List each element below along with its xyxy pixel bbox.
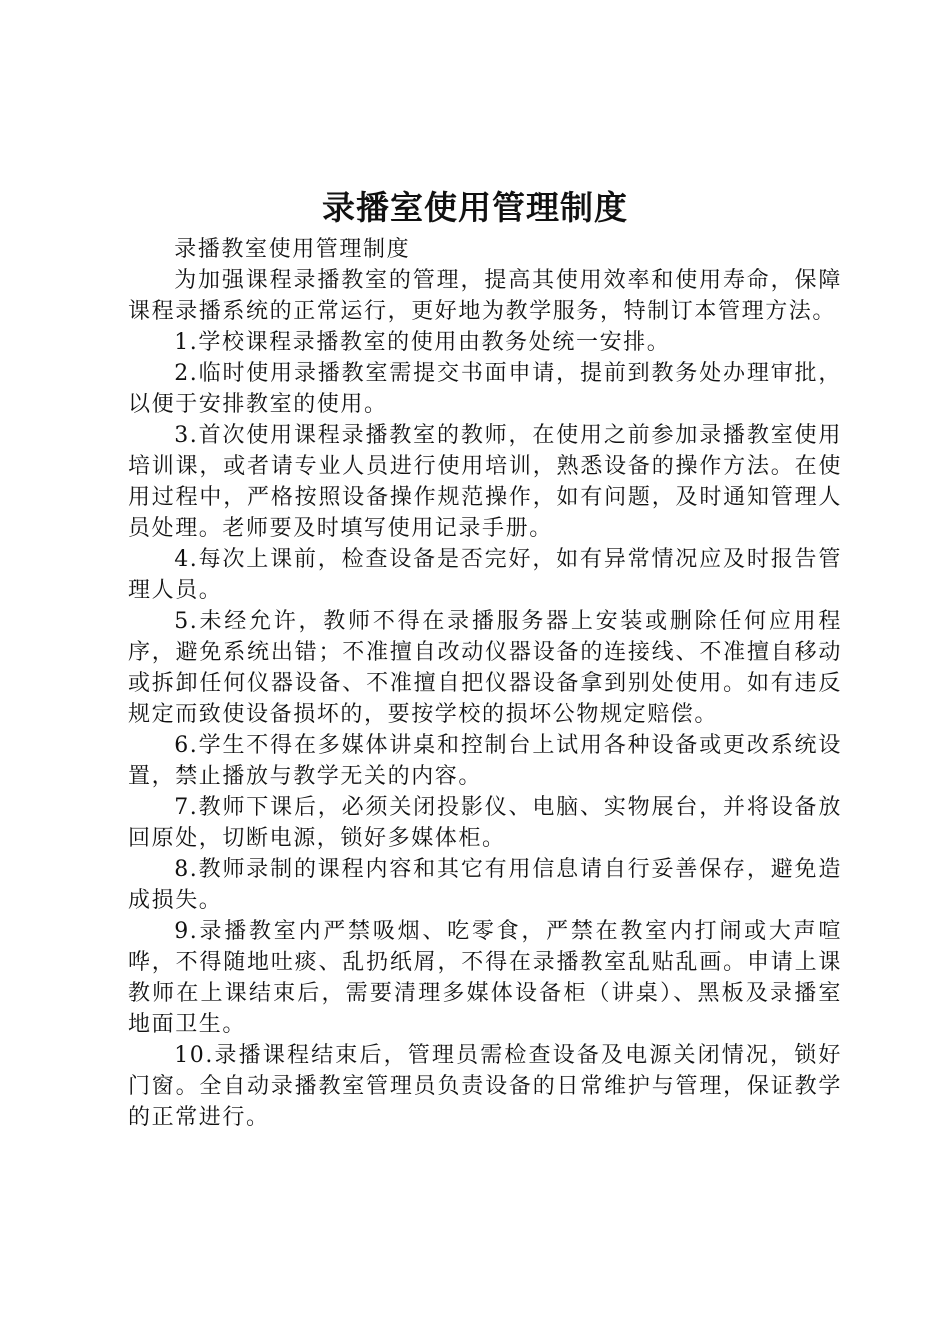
document-body xyxy=(128,234,842,1133)
paragraph-intro: 为加强课程录播教室的管理，提高其使用效率和使用寿命，保障课程录播系统的正常运行，更好地为教学服务，特制订本管理方法。 xyxy=(128,268,842,324)
paragraph-rule-6: 6.学生不得在多媒体讲桌和控制台上试用各种设备或更改系统设置，禁止播放与教学无关的内容。 xyxy=(128,733,842,789)
paragraph-rule-5: 5.未经允许，教师不得在录播服务器上安装或删除任何应用程序，避免系统出错；不准擅自改动仪器设备的连接线、不准擅自移动或拆卸任何仪器设备、不准擅自把仪器设备拿到别处使用。如有违反规定而致使设备损坏的，要按学校的损坏公物规定赔偿。 xyxy=(128,609,842,727)
paragraph-rule-4: 4.每次上课前，检查设备是否完好，如有异常情况应及时报告管理人员。 xyxy=(128,547,842,603)
paragraph-rule-3: 3.首次使用课程录播教室的教师，在使用之前参加录播教室使用培训课，或者请专业人员进行使用培训，熟悉设备的操作方法。在使用过程中，严格按照设备操作规范操作，如有问题，及时通知管理人员处理。老师要及时填写使用记录手册。 xyxy=(128,423,842,541)
paragraph-subtitle: 录播教室使用管理制度 xyxy=(174,237,411,262)
paragraph-rule-10: 10.录播课程结束后，管理员需检查设备及电源关闭情况，锁好门窗。全自动录播教室管理员负责设备的日常维护与管理，保证教学的正常进行。 xyxy=(128,1043,842,1130)
paragraph-rule-2: 2.临时使用录播教室需提交书面申请，提前到教务处办理审批，以便于安排教室的使用。 xyxy=(128,361,842,417)
paragraph-rule-7: 7.教师下课后，必须关闭投影仪、电脑、实物展台，并将设备放回原处，切断电源，锁好多媒体柜。 xyxy=(128,795,842,851)
paragraph-rule-9: 9.录播教室内严禁吸烟、吃零食，严禁在教室内打闹或大声喧哗，不得随地吐痰、乱扔纸屑，不得在录播教室乱贴乱画。申请上课教师在上课结束后，需要清理多媒体设备柜（讲桌）、黑板及录播室地面卫生。 xyxy=(128,919,842,1037)
paragraph-rule-1: 1.学校课程录播教室的使用由教务处统一安排。 xyxy=(174,330,671,355)
paragraph-rule-8: 8.教师录制的课程内容和其它有用信息请自行妥善保存，避免造成损失。 xyxy=(128,857,842,913)
document-title: 录播室使用管理制度 xyxy=(322,188,628,227)
